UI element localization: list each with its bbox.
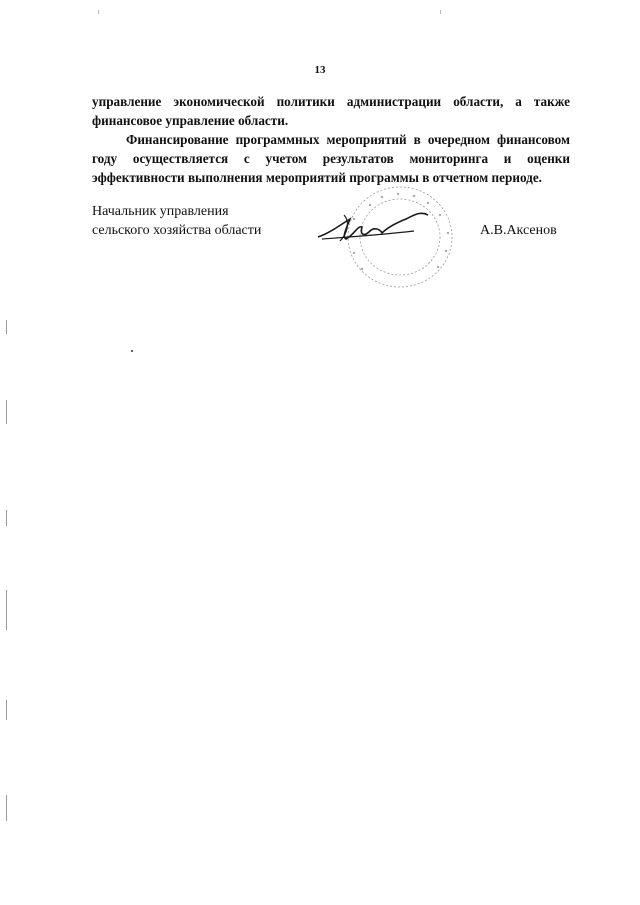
- signatory-name: А.В.Аксенов: [480, 223, 557, 238]
- scan-top-mark: [98, 10, 99, 14]
- scan-top-mark: [440, 10, 441, 14]
- page-number: 13: [314, 64, 326, 76]
- signatory-title-line-1: Начальник управления: [92, 204, 229, 219]
- signatory-title-line-2: сельского хозяйства области: [92, 223, 262, 238]
- signatory-title: [92, 202, 261, 240]
- paragraph-2: Финансирование программных мероприятий в очередном финансовом году осуществляется с учетом результатов мониторинга и оценки эффективности выполнения мероприятий программы в отчетном периоде.: [92, 132, 570, 185]
- scan-edge-mark: [6, 700, 7, 720]
- scan-edge-mark: [6, 510, 7, 526]
- signature-stamp-image: [310, 185, 460, 295]
- stray-dot: [131, 350, 133, 352]
- scan-edge-mark: [6, 320, 7, 334]
- scan-edge-mark: [6, 795, 7, 821]
- paragraph-1: управление экономической политики администрации области, а также финансовое управление области.: [92, 94, 570, 128]
- scan-edge-mark: [6, 590, 7, 630]
- body-text: [92, 92, 570, 187]
- scan-edge-mark: [6, 400, 7, 424]
